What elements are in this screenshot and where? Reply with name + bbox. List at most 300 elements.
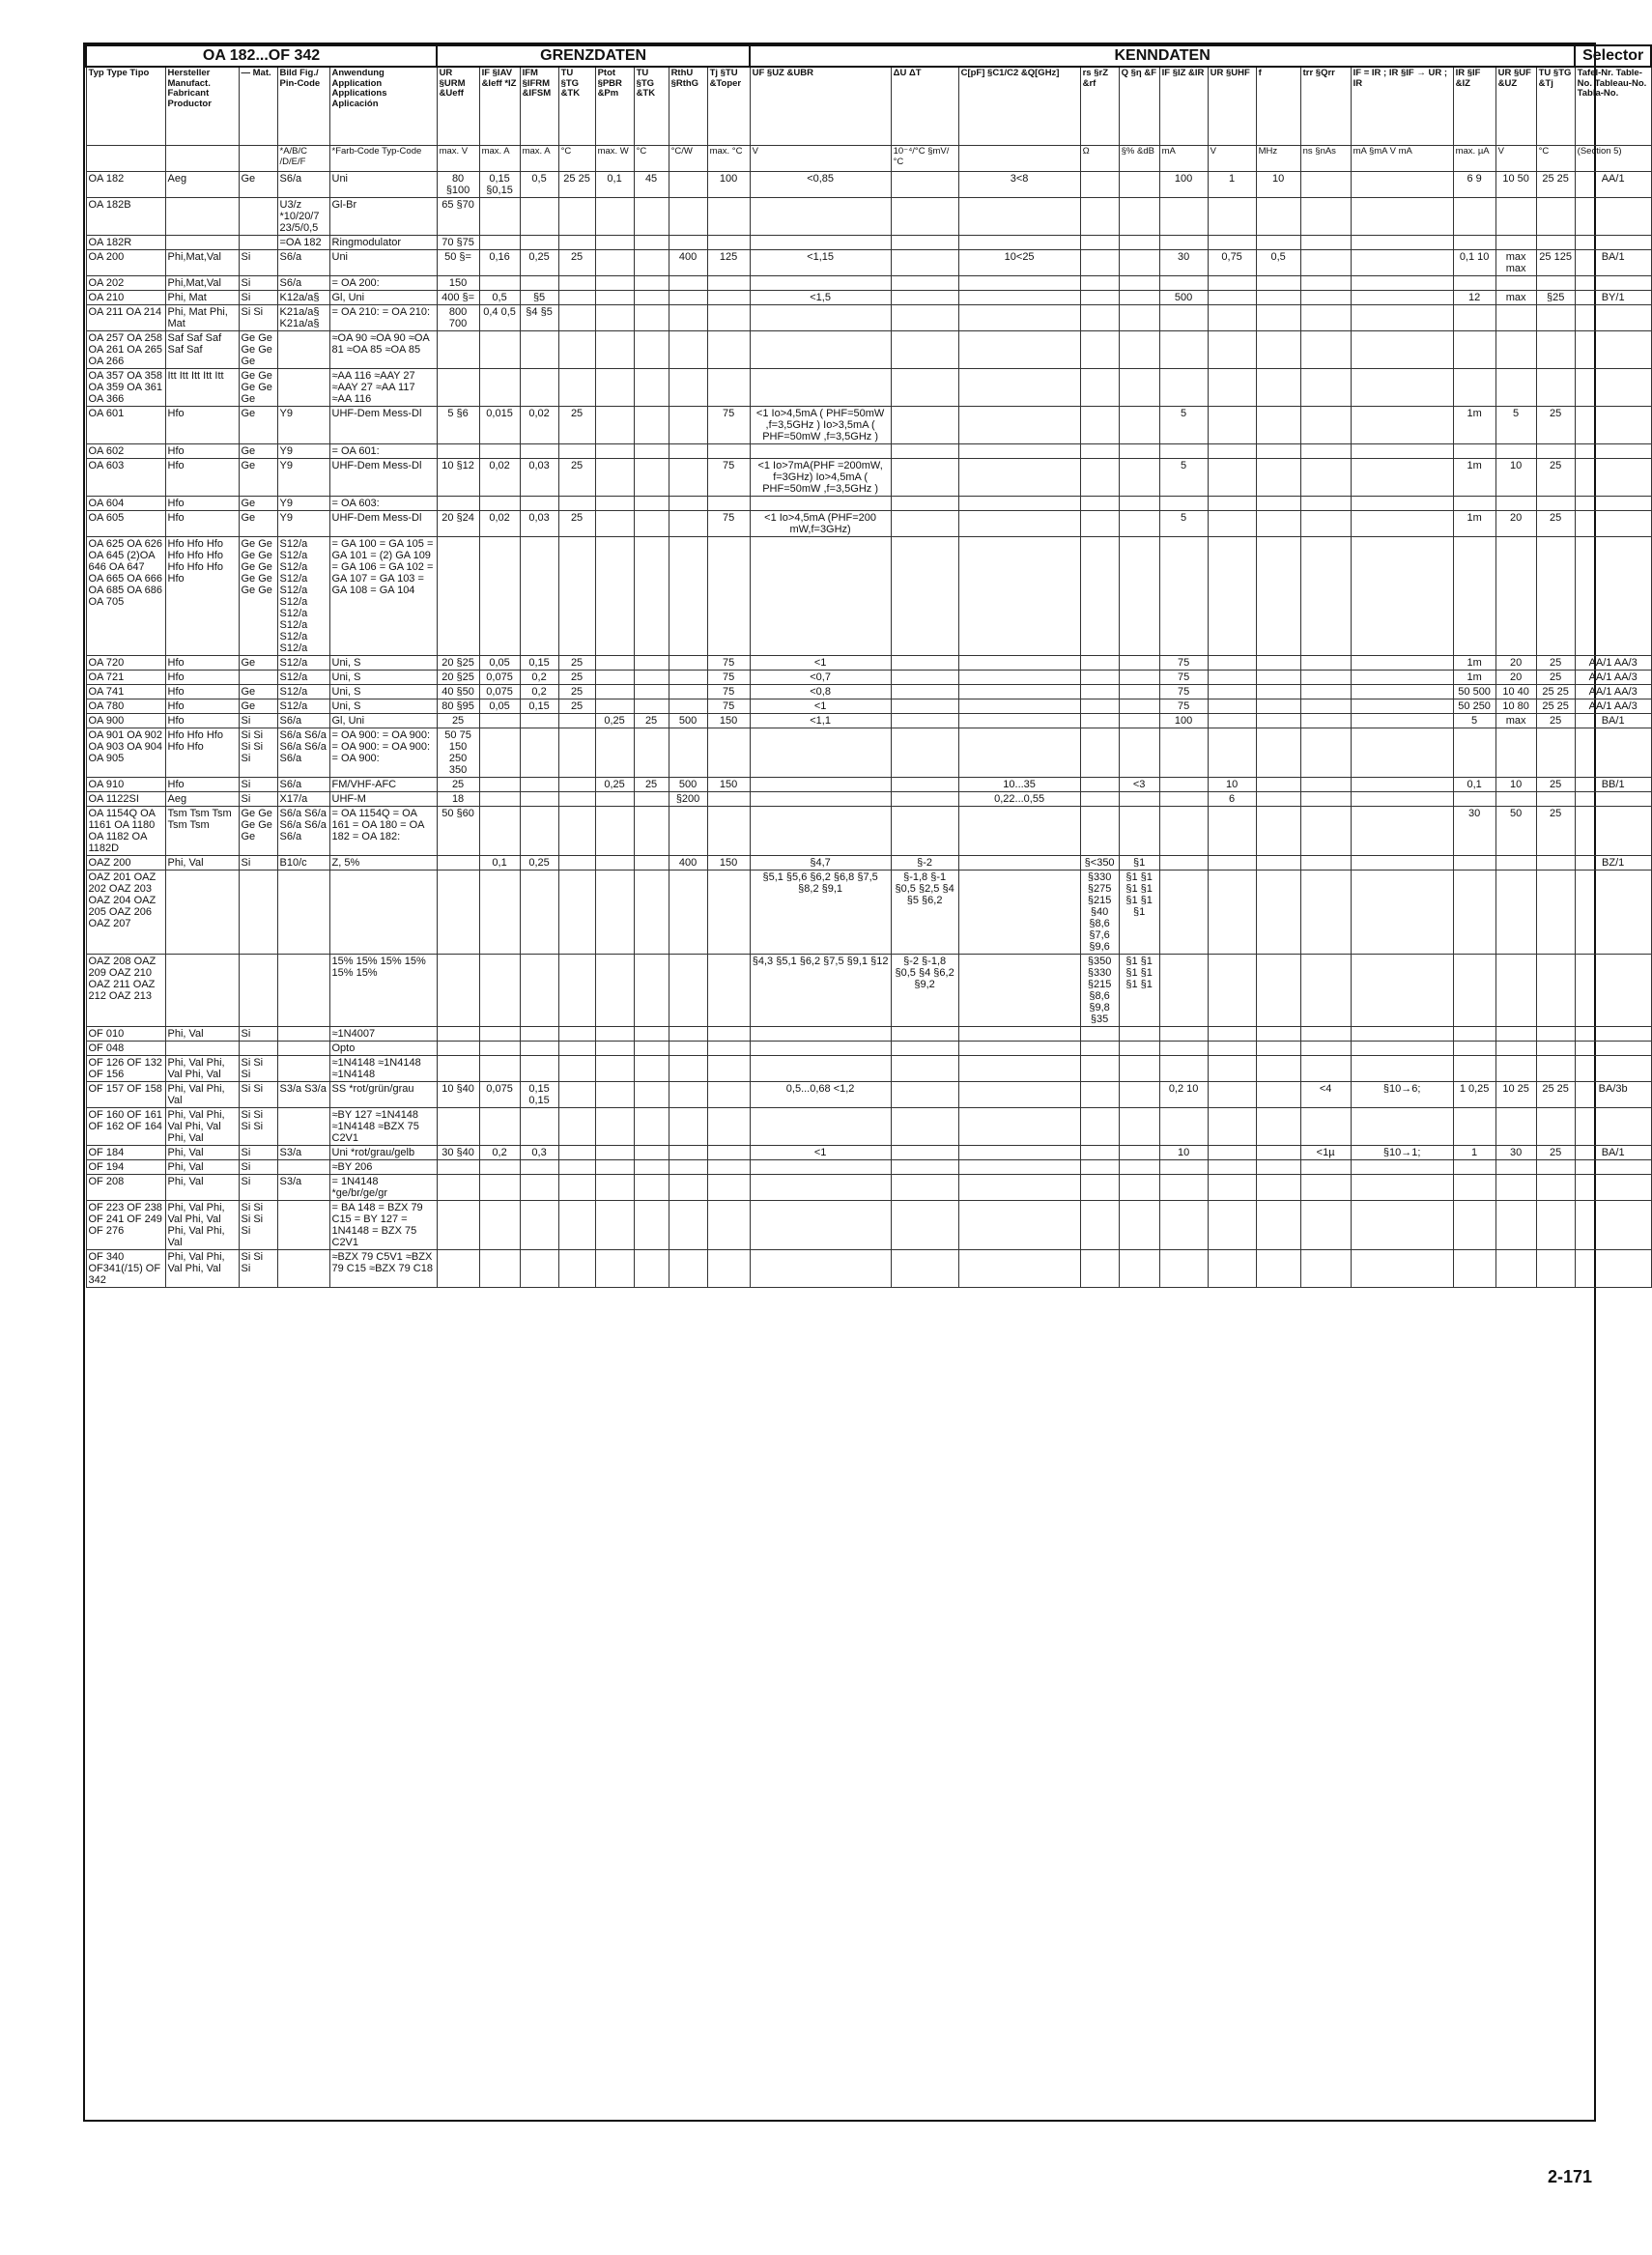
data-cell: 0,5 xyxy=(1256,250,1300,276)
data-cell xyxy=(891,656,958,671)
data-cell xyxy=(634,1082,669,1108)
data-cell xyxy=(669,497,707,511)
data-cell: 150 xyxy=(707,714,750,728)
unit-cell xyxy=(239,146,277,172)
data-cell: 20 §25 xyxy=(437,671,479,685)
data-cell: max xyxy=(1495,291,1536,305)
data-cell: 1m xyxy=(1453,671,1495,685)
data-cell: Ringmodulator xyxy=(329,236,437,250)
data-cell xyxy=(634,537,669,656)
data-cell: Hfo xyxy=(165,511,239,537)
data-cell: Ge xyxy=(239,685,277,699)
data-cell: 25 xyxy=(1536,807,1575,856)
data-cell: = GA 100 = GA 105 = GA 101 = (2) GA 109 = GA 106 = GA 102 = GA 107 = GA 103 = GA 108 = GA 104 xyxy=(329,537,437,656)
type-cell: OF 126 OF 132 OF 156 xyxy=(86,1056,165,1082)
data-cell: 25 xyxy=(558,699,595,714)
data-cell xyxy=(1119,369,1159,407)
data-cell: S6/a xyxy=(277,276,329,291)
data-cell xyxy=(1536,871,1575,955)
column-header: IR §IF &IZ xyxy=(1453,67,1495,146)
data-cell xyxy=(669,511,707,537)
data-cell: 0,02 xyxy=(479,511,520,537)
column-header: Tj §TU &Toper xyxy=(707,67,750,146)
data-cell xyxy=(1119,459,1159,497)
data-cell xyxy=(891,497,958,511)
data-cell xyxy=(437,1027,479,1042)
data-cell: <4 xyxy=(1300,1082,1351,1108)
data-cell xyxy=(1300,305,1351,331)
data-cell xyxy=(669,1250,707,1288)
data-cell xyxy=(1159,871,1208,955)
data-cell: ≈BY 127 ≈1N4148 ≈1N4148 ≈BZX 75 C2V1 xyxy=(329,1108,437,1146)
data-cell xyxy=(595,685,634,699)
column-header: Typ Type Tipo xyxy=(86,67,165,146)
data-cell xyxy=(1119,407,1159,444)
data-cell xyxy=(1536,444,1575,459)
data-cell xyxy=(1300,172,1351,198)
type-cell: OA 605 xyxy=(86,511,165,537)
data-cell: 0,1 xyxy=(1453,778,1495,792)
data-cell xyxy=(1575,276,1651,291)
table-row xyxy=(86,714,1651,728)
data-cell xyxy=(277,1201,329,1250)
data-cell xyxy=(558,714,595,728)
data-cell xyxy=(1351,198,1453,236)
data-cell xyxy=(1300,807,1351,856)
data-cell: 10 xyxy=(1256,172,1300,198)
data-cell: 0,15 xyxy=(520,699,558,714)
data-cell xyxy=(958,685,1080,699)
data-cell xyxy=(707,1160,750,1175)
unit-cell: °C xyxy=(1536,146,1575,172)
data-cell xyxy=(891,728,958,778)
data-cell xyxy=(1256,1160,1300,1175)
data-cell xyxy=(1119,807,1159,856)
data-cell xyxy=(277,369,329,407)
data-cell xyxy=(1495,955,1536,1027)
data-cell xyxy=(1300,407,1351,444)
data-cell xyxy=(891,369,958,407)
data-cell xyxy=(1256,778,1300,792)
type-cell: OF 223 OF 238 OF 241 OF 249 OF 276 xyxy=(86,1201,165,1250)
unit-cell xyxy=(958,146,1080,172)
selector-title: Selector xyxy=(1575,45,1651,67)
data-cell: Ge Ge Ge Ge Ge xyxy=(239,369,277,407)
type-group xyxy=(86,807,1651,856)
data-cell xyxy=(239,198,277,236)
data-cell xyxy=(1080,305,1119,331)
table-row xyxy=(86,250,1651,276)
data-cell xyxy=(1351,955,1453,1027)
data-cell: 0,03 xyxy=(520,511,558,537)
type-group xyxy=(86,685,1651,699)
data-cell xyxy=(750,1175,891,1201)
data-cell: Hfo xyxy=(165,714,239,728)
data-cell xyxy=(707,1201,750,1250)
data-cell: 0,075 xyxy=(479,1082,520,1108)
data-cell xyxy=(1119,291,1159,305)
data-cell xyxy=(595,291,634,305)
data-cell xyxy=(1351,1160,1453,1175)
data-cell xyxy=(595,250,634,276)
data-cell xyxy=(1208,1146,1256,1160)
data-cell xyxy=(1351,807,1453,856)
data-cell xyxy=(1575,807,1651,856)
data-cell xyxy=(558,1082,595,1108)
data-cell xyxy=(1495,331,1536,369)
data-cell: Si xyxy=(239,792,277,807)
table-row xyxy=(86,291,1651,305)
data-cell: 5 xyxy=(1159,407,1208,444)
type-cell: OF 048 xyxy=(86,1042,165,1056)
data-cell: 0,15 §0,15 xyxy=(479,172,520,198)
data-cell xyxy=(634,1056,669,1082)
data-cell xyxy=(1080,198,1119,236)
data-cell xyxy=(1159,305,1208,331)
type-cell: OAZ 200 xyxy=(86,856,165,871)
data-cell: Ge xyxy=(239,444,277,459)
data-cell: <1 Io>4,5mA ( PHF=50mW ,f=3,5GHz ) Io>3,5mA ( PHF=50mW ,f=3,5GHz ) xyxy=(750,407,891,444)
data-cell xyxy=(1453,497,1495,511)
data-cell xyxy=(891,537,958,656)
data-cell xyxy=(595,955,634,1027)
type-group xyxy=(86,714,1651,778)
unit-cell: *Farb-Code Typ-Code xyxy=(329,146,437,172)
data-cell: 6 9 xyxy=(1453,172,1495,198)
data-cell: §4,3 §5,1 §6,2 §7,5 §9,1 §12 xyxy=(750,955,891,1027)
table-row xyxy=(86,198,1651,236)
data-cell xyxy=(1495,276,1536,291)
data-cell: Uni, S xyxy=(329,656,437,671)
data-cell xyxy=(1536,236,1575,250)
data-cell: 150 xyxy=(707,856,750,871)
data-cell xyxy=(750,497,891,511)
unit-cell xyxy=(86,146,165,172)
data-cell xyxy=(707,276,750,291)
table-row xyxy=(86,305,1651,331)
data-cell xyxy=(707,1108,750,1146)
data-cell xyxy=(1300,1160,1351,1175)
type-cell: OA 720 xyxy=(86,656,165,671)
data-cell xyxy=(595,1201,634,1250)
data-cell xyxy=(891,459,958,497)
data-cell xyxy=(1208,1082,1256,1108)
data-cell xyxy=(1575,511,1651,537)
data-cell xyxy=(1453,1250,1495,1288)
data-cell: 20 xyxy=(1495,656,1536,671)
data-cell: 0,05 xyxy=(479,699,520,714)
data-cell xyxy=(1453,331,1495,369)
data-cell xyxy=(595,1027,634,1042)
data-cell xyxy=(595,1146,634,1160)
data-cell xyxy=(1256,685,1300,699)
data-cell: 0,2 xyxy=(479,1146,520,1160)
data-cell xyxy=(1256,407,1300,444)
data-cell xyxy=(669,537,707,656)
data-cell xyxy=(669,291,707,305)
data-cell xyxy=(1256,714,1300,728)
data-cell: 50 250 xyxy=(1453,699,1495,714)
data-cell xyxy=(634,369,669,407)
data-cell xyxy=(277,1108,329,1146)
data-cell xyxy=(958,714,1080,728)
data-cell: 25 xyxy=(1536,714,1575,728)
data-cell xyxy=(750,1042,891,1056)
data-cell xyxy=(595,369,634,407)
data-cell xyxy=(1575,792,1651,807)
datasheet-table-area xyxy=(85,44,1647,2116)
data-cell xyxy=(1351,369,1453,407)
data-cell: 500 xyxy=(669,778,707,792)
data-cell xyxy=(558,198,595,236)
data-cell xyxy=(595,699,634,714)
type-cell: OA 257 OA 258 OA 261 OA 265 OA 266 xyxy=(86,331,165,369)
data-cell xyxy=(1453,955,1495,1027)
data-cell: <1 xyxy=(750,699,891,714)
data-cell: Hfo Hfo Hfo Hfo Hfo Hfo Hfo Hfo Hfo Hfo xyxy=(165,537,239,656)
data-cell: 0,2 10 xyxy=(1159,1082,1208,1108)
data-cell xyxy=(1159,1027,1208,1042)
data-cell xyxy=(750,1056,891,1082)
data-cell: 25 xyxy=(1536,656,1575,671)
table-row xyxy=(86,331,1651,369)
data-cell xyxy=(520,1027,558,1042)
unit-cell: °C xyxy=(634,146,669,172)
data-cell: 0,03 xyxy=(520,459,558,497)
data-cell: 12 xyxy=(1453,291,1495,305)
column-header: UR §UF &UZ xyxy=(1495,67,1536,146)
table-row xyxy=(86,1146,1651,1160)
data-cell xyxy=(958,671,1080,685)
data-cell xyxy=(634,198,669,236)
data-cell: Phi, Val Phi, Val Phi, Val Phi, Val Phi, Val xyxy=(165,1201,239,1250)
data-cell: 5 xyxy=(1453,714,1495,728)
data-cell xyxy=(479,276,520,291)
data-cell: 25 xyxy=(1536,459,1575,497)
data-cell xyxy=(750,537,891,656)
data-cell xyxy=(634,728,669,778)
data-cell xyxy=(1351,331,1453,369)
data-cell: 25 xyxy=(634,778,669,792)
data-cell xyxy=(1536,1175,1575,1201)
data-cell: <1,5 xyxy=(750,291,891,305)
data-cell: Hfo xyxy=(165,699,239,714)
data-cell: 0,25 xyxy=(595,778,634,792)
type-cell: OA 182R xyxy=(86,236,165,250)
data-cell xyxy=(1119,1042,1159,1056)
data-cell xyxy=(1536,1108,1575,1146)
data-cell xyxy=(750,1027,891,1042)
data-cell xyxy=(1159,778,1208,792)
data-cell xyxy=(1495,728,1536,778)
type-cell: OA 211 OA 214 xyxy=(86,305,165,331)
data-cell: = OA 210: = OA 210: xyxy=(329,305,437,331)
data-cell xyxy=(558,1175,595,1201)
data-cell xyxy=(1208,1027,1256,1042)
data-cell xyxy=(1080,1027,1119,1042)
data-cell xyxy=(634,699,669,714)
data-cell xyxy=(1575,1250,1651,1288)
data-cell: 1m xyxy=(1453,407,1495,444)
data-cell xyxy=(1256,276,1300,291)
unit-cell: §% &dB xyxy=(1119,146,1159,172)
data-cell xyxy=(891,250,958,276)
table-row xyxy=(86,792,1651,807)
data-cell: 1 xyxy=(1453,1146,1495,1160)
data-cell xyxy=(165,1042,239,1056)
data-cell: Y9 xyxy=(277,511,329,537)
data-cell xyxy=(1119,1160,1159,1175)
data-cell: Si xyxy=(239,1027,277,1042)
data-cell: Ge xyxy=(239,511,277,537)
data-cell xyxy=(750,728,891,778)
data-cell xyxy=(1351,250,1453,276)
data-cell xyxy=(479,369,520,407)
data-cell xyxy=(1495,856,1536,871)
data-cell: 80 §100 xyxy=(437,172,479,198)
data-cell: UHF-Dem Mess-Dl xyxy=(329,511,437,537)
data-cell: Ge xyxy=(239,172,277,198)
data-cell xyxy=(277,331,329,369)
table-row xyxy=(86,236,1651,250)
data-cell xyxy=(634,511,669,537)
data-cell xyxy=(1536,1160,1575,1175)
data-cell xyxy=(707,955,750,1027)
data-cell xyxy=(1256,699,1300,714)
data-cell xyxy=(479,807,520,856)
data-cell: §1 xyxy=(1119,856,1159,871)
data-cell xyxy=(634,236,669,250)
data-cell: 30 xyxy=(1159,250,1208,276)
data-cell xyxy=(669,369,707,407)
data-cell xyxy=(958,1042,1080,1056)
data-cell: 25 25 xyxy=(1536,685,1575,699)
data-cell xyxy=(520,236,558,250)
data-cell xyxy=(891,291,958,305)
column-header: Q §η &F xyxy=(1119,67,1159,146)
data-cell xyxy=(634,407,669,444)
data-cell xyxy=(891,407,958,444)
data-cell xyxy=(520,714,558,728)
data-cell: 75 xyxy=(707,656,750,671)
type-group xyxy=(86,699,1651,714)
data-cell xyxy=(595,792,634,807)
column-header: f xyxy=(1256,67,1300,146)
data-cell xyxy=(634,250,669,276)
data-cell xyxy=(479,236,520,250)
data-cell xyxy=(634,1250,669,1288)
data-cell xyxy=(1536,1042,1575,1056)
data-cell xyxy=(1351,656,1453,671)
data-cell: 30 §40 xyxy=(437,1146,479,1160)
table-row xyxy=(86,685,1651,699)
data-cell: = OA 900: = OA 900: = OA 900: = OA 900: = OA 900: xyxy=(329,728,437,778)
data-cell xyxy=(1159,1175,1208,1201)
data-cell xyxy=(558,276,595,291)
unit-cell: Ω xyxy=(1080,146,1119,172)
data-cell xyxy=(1453,1056,1495,1082)
data-cell xyxy=(437,955,479,1027)
data-cell xyxy=(1453,1175,1495,1201)
data-cell xyxy=(634,685,669,699)
table-row xyxy=(86,276,1651,291)
data-cell xyxy=(520,1056,558,1082)
data-cell xyxy=(437,856,479,871)
type-group xyxy=(86,792,1651,807)
data-cell xyxy=(1159,807,1208,856)
table-row xyxy=(86,807,1651,856)
data-cell: 100 xyxy=(1159,172,1208,198)
data-cell xyxy=(1256,198,1300,236)
grenzdaten-title: GRENZDATEN xyxy=(437,45,750,67)
data-cell xyxy=(1495,871,1536,955)
data-cell xyxy=(634,305,669,331)
data-cell: §-1,8 §-1 §0,5 §2,5 §4 §5 §6,2 xyxy=(891,871,958,955)
data-cell xyxy=(1300,444,1351,459)
data-cell xyxy=(1119,792,1159,807)
data-cell xyxy=(891,511,958,537)
type-cell: OA 721 xyxy=(86,671,165,685)
column-header: UF §UZ &UBR xyxy=(750,67,891,146)
data-cell: Uni xyxy=(329,172,437,198)
data-cell xyxy=(958,407,1080,444)
data-cell xyxy=(479,331,520,369)
data-cell: <1,15 xyxy=(750,250,891,276)
data-cell xyxy=(520,792,558,807)
data-cell: 0,16 xyxy=(479,250,520,276)
data-cell xyxy=(1300,685,1351,699)
data-cell xyxy=(1575,1056,1651,1082)
data-cell xyxy=(958,511,1080,537)
data-cell xyxy=(958,1082,1080,1108)
data-cell xyxy=(634,871,669,955)
data-cell: Uni xyxy=(329,250,437,276)
data-cell xyxy=(1080,369,1119,407)
data-cell xyxy=(1208,1108,1256,1146)
data-cell xyxy=(1575,728,1651,778)
data-cell xyxy=(1119,671,1159,685)
data-cell xyxy=(958,236,1080,250)
type-cell: OF 010 xyxy=(86,1027,165,1042)
unit-cell: max. A xyxy=(479,146,520,172)
type-group xyxy=(86,1056,1651,1082)
data-cell: Hfo xyxy=(165,407,239,444)
data-cell: Phi, Mat xyxy=(165,291,239,305)
data-cell: Phi, Val Phi, Val Phi, Val xyxy=(165,1056,239,1082)
column-header: IF §IAV &Ieff *IZ xyxy=(479,67,520,146)
data-cell: Ge Ge Ge Ge Ge Ge Ge Ge Ge Ge xyxy=(239,537,277,656)
data-cell xyxy=(1300,1108,1351,1146)
data-cell: 1m xyxy=(1453,511,1495,537)
unit-cell: max. W xyxy=(595,146,634,172)
type-cell: OAZ 208 OAZ 209 OAZ 210 OAZ 211 OAZ 212 OAZ 213 xyxy=(86,955,165,1027)
unit-cell: mA xyxy=(1159,146,1208,172)
data-cell xyxy=(595,656,634,671)
data-cell: 500 xyxy=(1159,291,1208,305)
data-cell: §1 §1 §1 §1 §1 §1 §1 xyxy=(1119,871,1159,955)
data-cell: 75 xyxy=(707,685,750,699)
data-cell xyxy=(1575,198,1651,236)
data-cell xyxy=(1080,1160,1119,1175)
data-cell xyxy=(165,198,239,236)
data-cell xyxy=(1300,656,1351,671)
data-cell: 1 0,25 xyxy=(1453,1082,1495,1108)
data-cell xyxy=(165,236,239,250)
data-cell xyxy=(479,871,520,955)
unit-cell: max. °C xyxy=(707,146,750,172)
data-cell: Si xyxy=(239,714,277,728)
data-cell: AA/1 xyxy=(1575,172,1651,198)
